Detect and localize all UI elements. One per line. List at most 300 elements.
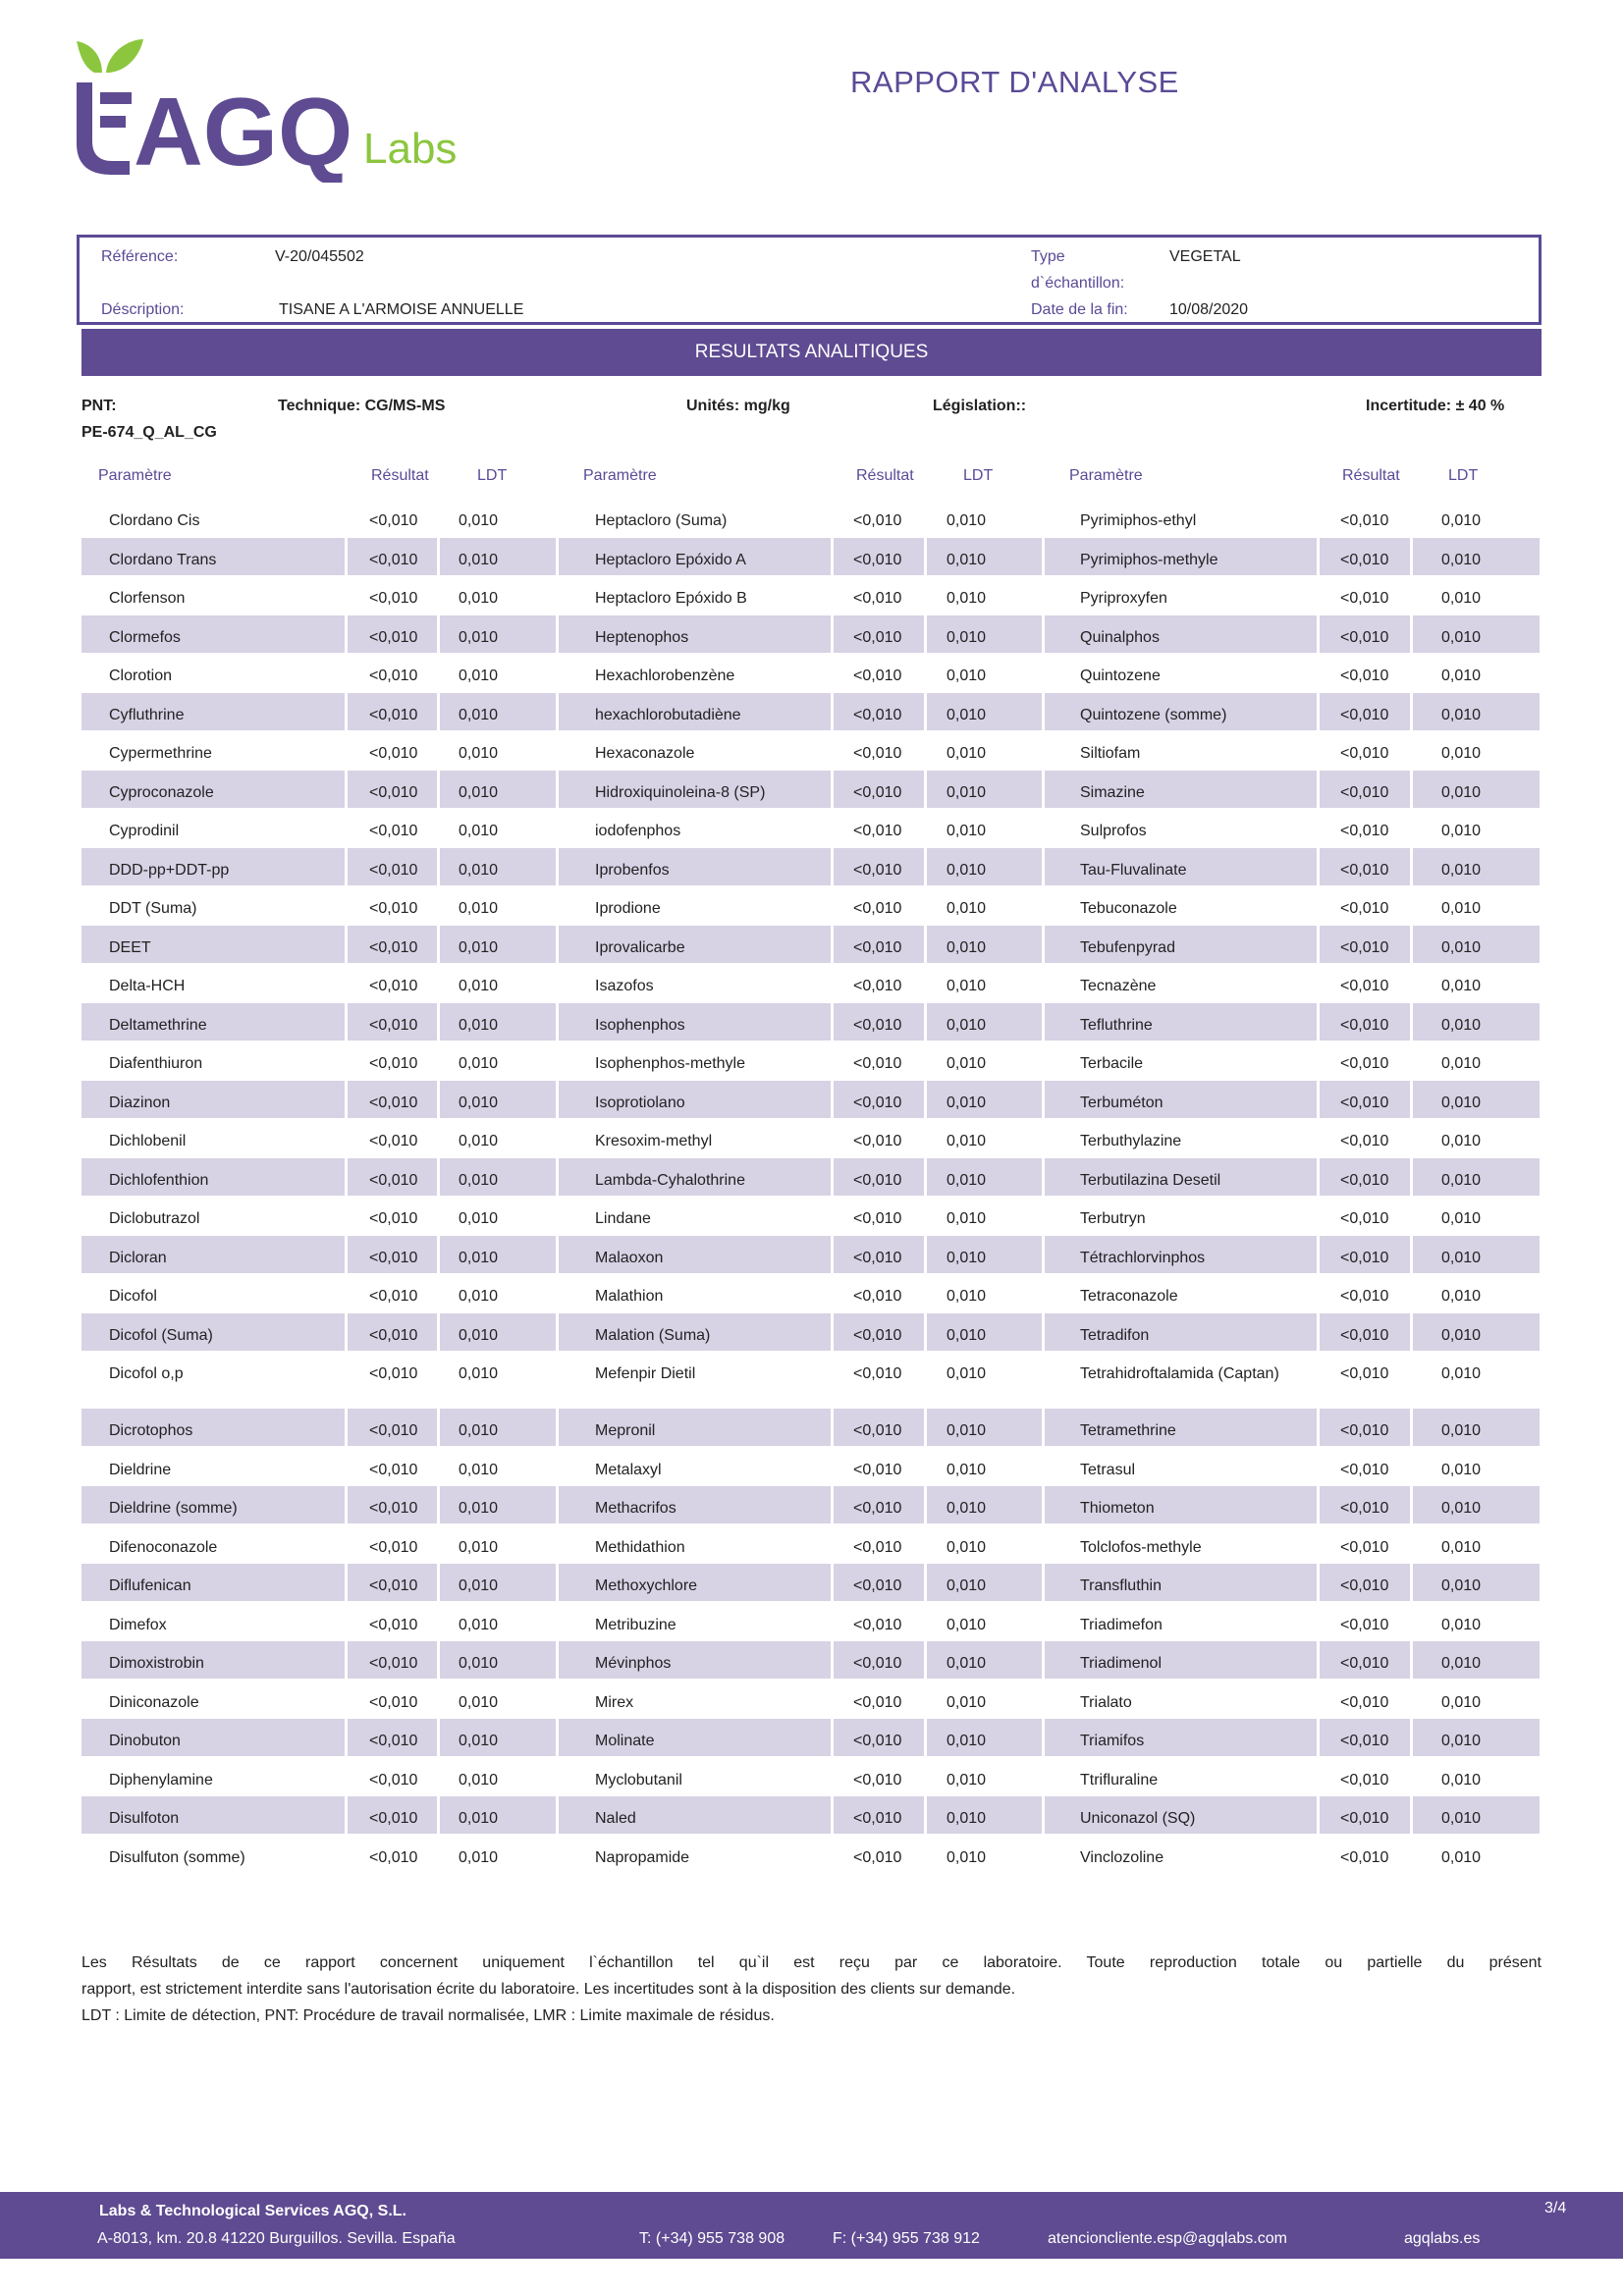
result-cell: <0,010: [369, 1616, 418, 1633]
ldt-cell: 0,010: [1441, 1693, 1482, 1711]
param-cell: Sulprofos: [1080, 823, 1147, 839]
param-cell: Cypermethrine: [109, 745, 212, 762]
ldt-cell: 0,010: [459, 512, 499, 529]
col-header-param-2: Paramètre: [583, 467, 657, 484]
param-cell: Cyprodinil: [109, 823, 180, 839]
ldt-cell: 0,010: [927, 771, 1042, 808]
ldt-cell: 0,010: [459, 1133, 499, 1149]
result-cell: <0,010: [1320, 848, 1410, 885]
result-cell: <0,010: [1340, 1365, 1389, 1382]
ldt-cell: 0,010: [459, 667, 499, 684]
param-cell: Tefluthrine: [1045, 1003, 1317, 1041]
param-cell: Napropamide: [595, 1848, 690, 1866]
result-cell: <0,010: [834, 1719, 924, 1756]
table-row: [81, 693, 1542, 730]
ldt-cell: 0,010: [1413, 1564, 1540, 1601]
ldt-cell: 0,010: [1441, 512, 1482, 529]
note-line-3: LDT : Limite de détection, PNT: Procédure de travail normalisée, LMR : Limite maximale de résidus.: [81, 2007, 775, 2024]
param-cell: Triamifos: [1045, 1719, 1317, 1756]
param-cell: Myclobutanil: [595, 1771, 682, 1789]
table-row: [81, 1236, 1542, 1273]
param-cell: Triadimenol: [1045, 1641, 1317, 1679]
ldt-cell: 0,010: [440, 848, 556, 885]
ldt-cell: 0,010: [927, 1564, 1042, 1601]
ldt-cell: 0,010: [1413, 1003, 1540, 1041]
ldt-cell: 0,010: [1441, 1210, 1482, 1227]
result-cell: <0,010: [1320, 1641, 1410, 1679]
param-cell: Cyproconazole: [81, 771, 345, 808]
result-cell: <0,010: [853, 900, 902, 917]
ldt-cell: 0,010: [927, 615, 1042, 653]
pnt-value: PE-674_Q_AL_CG: [81, 424, 217, 441]
ldt-cell: 0,010: [459, 1771, 499, 1789]
ldt-cell: 0,010: [440, 1003, 556, 1041]
ldt-cell: 0,010: [947, 1055, 987, 1072]
result-cell: <0,010: [1340, 1461, 1389, 1478]
param-cell: Terbacile: [1080, 1055, 1144, 1072]
ldt-cell: 0,010: [440, 1081, 556, 1118]
param-cell: Clorotion: [109, 667, 173, 684]
param-cell: Disulfoton: [81, 1796, 345, 1834]
table-row: [81, 615, 1542, 653]
result-cell: <0,010: [853, 667, 902, 684]
result-cell: <0,010: [853, 1133, 902, 1149]
result-cell: <0,010: [348, 1081, 437, 1118]
param-cell: Dicofol (Suma): [81, 1313, 345, 1351]
ldt-cell: 0,010: [927, 1313, 1042, 1351]
result-cell: <0,010: [1320, 1081, 1410, 1118]
param-cell: Mévinphos: [559, 1641, 831, 1679]
result-cell: <0,010: [1340, 1693, 1389, 1711]
logo-text: AGQ: [134, 78, 353, 183]
ldt-cell: 0,010: [459, 900, 499, 917]
ldt-cell: 0,010: [440, 1486, 556, 1523]
note-line-2: rapport, est strictement interdite sans l'autorisation écrite du laboratoire. Les incertitudes sont à la disposition des clients sur demande.: [81, 1981, 1016, 1998]
ldt-cell: 0,010: [947, 1461, 987, 1478]
ldt-cell: 0,010: [1413, 771, 1540, 808]
col-header-result-2: Résultat: [856, 467, 914, 484]
param-cell: Malation (Suma): [559, 1313, 831, 1351]
result-cell: <0,010: [348, 1796, 437, 1834]
ldt-cell: 0,010: [1441, 1771, 1482, 1789]
ldt-cell: 0,010: [459, 1055, 499, 1072]
ldt-cell: 0,010: [459, 1461, 499, 1478]
ldt-cell: 0,010: [1441, 590, 1482, 607]
result-cell: <0,010: [1320, 538, 1410, 575]
ldt-cell: 0,010: [927, 926, 1042, 963]
param-cell: Triadimefon: [1080, 1616, 1163, 1633]
param-cell: Lindane: [595, 1210, 651, 1227]
result-cell: <0,010: [1320, 693, 1410, 730]
param-cell: Tecnazène: [1080, 978, 1157, 994]
table-row: [81, 576, 1542, 614]
ldt-cell: 0,010: [947, 900, 987, 917]
param-cell: Iprovalicarbe: [559, 926, 831, 963]
param-cell: Heptacloro Epóxido B: [595, 590, 747, 607]
ldt-cell: 0,010: [440, 538, 556, 575]
ldt-cell: 0,010: [927, 1796, 1042, 1834]
ldt-cell: 0,010: [1441, 1133, 1482, 1149]
table-row: [81, 1603, 1542, 1640]
col-header-param-1: Paramètre: [98, 467, 172, 484]
result-cell: <0,010: [1320, 1564, 1410, 1601]
result-cell: <0,010: [348, 1409, 437, 1446]
ldt-cell: 0,010: [459, 1848, 499, 1866]
param-cell: Tetraconazole: [1080, 1288, 1178, 1305]
table-row: [81, 1564, 1542, 1601]
result-cell: <0,010: [1340, 1288, 1389, 1305]
result-cell: <0,010: [1340, 512, 1389, 529]
param-cell: Dieldrine: [109, 1461, 172, 1478]
table-row: [81, 1352, 1542, 1408]
ldt-cell: 0,010: [947, 1288, 987, 1305]
result-cell: <0,010: [853, 1616, 902, 1633]
param-cell: Isophenphos: [559, 1003, 831, 1041]
result-cell: <0,010: [1320, 1236, 1410, 1273]
ldt-cell: 0,010: [459, 1693, 499, 1711]
param-cell: Trialato: [1080, 1693, 1132, 1711]
param-cell: Diazinon: [81, 1081, 345, 1118]
result-cell: <0,010: [369, 978, 418, 994]
param-cell: Methacrifos: [559, 1486, 831, 1523]
result-cell: <0,010: [1340, 900, 1389, 917]
result-cell: <0,010: [834, 538, 924, 575]
table-row: [81, 731, 1542, 769]
result-cell: <0,010: [1340, 1133, 1389, 1149]
ldt-cell: 0,010: [927, 1003, 1042, 1041]
result-cell: <0,010: [369, 1133, 418, 1149]
result-cell: <0,010: [348, 1641, 437, 1679]
ldt-cell: 0,010: [1441, 1616, 1482, 1633]
param-cell: Hidroxiquinoleina-8 (SP): [559, 771, 831, 808]
table-row: [81, 926, 1542, 963]
reference-value: V-20/045502: [275, 248, 364, 265]
param-cell: Heptacloro (Suma): [595, 512, 728, 529]
result-cell: <0,010: [1340, 590, 1389, 607]
ldt-cell: 0,010: [1413, 1158, 1540, 1196]
param-cell: Terbutryn: [1080, 1210, 1146, 1227]
param-cell: Mefenpir Dietil: [595, 1365, 696, 1382]
param-cell: Tetrasul: [1080, 1461, 1136, 1478]
ldt-cell: 0,010: [1413, 1719, 1540, 1756]
technique-label: Technique: CG/MS-MS: [278, 398, 446, 414]
ldt-cell: 0,010: [1413, 848, 1540, 885]
ldt-cell: 0,010: [927, 1719, 1042, 1756]
param-cell: Metribuzine: [595, 1616, 676, 1633]
ldt-cell: 0,010: [440, 693, 556, 730]
ldt-cell: 0,010: [1413, 1796, 1540, 1834]
param-cell: Terbuméton: [1045, 1081, 1317, 1118]
param-cell: Diphenylamine: [109, 1771, 213, 1789]
result-cell: <0,010: [834, 1564, 924, 1601]
ldt-cell: 0,010: [440, 615, 556, 653]
param-cell: Transfluthin: [1045, 1564, 1317, 1601]
result-cell: <0,010: [369, 512, 418, 529]
ldt-cell: 0,010: [1441, 1055, 1482, 1072]
table-row: [81, 848, 1542, 885]
param-cell: Metalaxyl: [595, 1461, 662, 1478]
param-cell: Kresoxim-methyl: [595, 1133, 713, 1149]
table-row: [81, 1274, 1542, 1311]
table-row: [81, 1641, 1542, 1679]
result-cell: <0,010: [853, 1693, 902, 1711]
table-row: [81, 1719, 1542, 1756]
ldt-cell: 0,010: [947, 1210, 987, 1227]
table-row: [81, 1525, 1542, 1563]
col-header-param-3: Paramètre: [1069, 467, 1143, 484]
ldt-cell: 0,010: [440, 1796, 556, 1834]
ldt-cell: 0,010: [459, 823, 499, 839]
table-row: [81, 1758, 1542, 1795]
ldt-cell: 0,010: [1413, 926, 1540, 963]
table-row: [81, 1409, 1542, 1446]
param-cell: Deltamethrine: [81, 1003, 345, 1041]
result-cell: <0,010: [369, 1461, 418, 1478]
result-cell: <0,010: [834, 1003, 924, 1041]
result-cell: <0,010: [853, 1055, 902, 1072]
table-row: [81, 1836, 1542, 1873]
param-cell: Molinate: [559, 1719, 831, 1756]
table-row: [81, 1041, 1542, 1079]
param-cell: Isazofos: [595, 978, 654, 994]
result-cell: <0,010: [348, 1719, 437, 1756]
footer-address: A-8013, km. 20.8 41220 Burguillos. Sevilla. España: [97, 2230, 456, 2247]
table-row: [81, 1681, 1542, 1718]
param-cell: Clordano Trans: [81, 538, 345, 575]
ldt-cell: 0,010: [1441, 1461, 1482, 1478]
ldt-cell: 0,010: [947, 1771, 987, 1789]
result-cell: <0,010: [348, 538, 437, 575]
param-cell: Iprobenfos: [559, 848, 831, 885]
ldt-cell: 0,010: [440, 1236, 556, 1273]
result-cell: <0,010: [853, 590, 902, 607]
agq-labs-logo: [73, 35, 485, 183]
col-header-result-1: Résultat: [371, 467, 429, 484]
result-cell: <0,010: [348, 1158, 437, 1196]
footer-phone: T: (+34) 955 738 908: [639, 2230, 785, 2247]
param-cell: Dicrotophos: [81, 1409, 345, 1446]
param-cell: Siltiofam: [1080, 745, 1141, 762]
ldt-cell: 0,010: [947, 590, 987, 607]
result-cell: <0,010: [1320, 1313, 1410, 1351]
footer-website: agqlabs.es: [1404, 2230, 1481, 2247]
param-cell: Naled: [559, 1796, 831, 1834]
param-cell: Tétrachlorvinphos: [1045, 1236, 1317, 1273]
reference-label: Référence:: [101, 248, 179, 265]
param-cell: Vinclozoline: [1080, 1848, 1164, 1866]
param-cell: Dimefox: [109, 1616, 167, 1633]
result-cell: <0,010: [1320, 1486, 1410, 1523]
param-cell: Malathion: [595, 1288, 664, 1305]
result-cell: <0,010: [369, 667, 418, 684]
result-cell: <0,010: [1320, 926, 1410, 963]
result-cell: <0,010: [369, 590, 418, 607]
result-cell: <0,010: [369, 823, 418, 839]
ldt-cell: 0,010: [927, 1081, 1042, 1118]
ldt-cell: 0,010: [947, 1693, 987, 1711]
result-cell: <0,010: [348, 1313, 437, 1351]
ldt-cell: 0,010: [459, 745, 499, 762]
param-cell: Pyriproxyfen: [1080, 590, 1167, 607]
ldt-cell: 0,010: [1441, 823, 1482, 839]
ldt-cell: 0,010: [1441, 1288, 1482, 1305]
sample-info-box: [77, 235, 1542, 325]
result-cell: <0,010: [834, 1486, 924, 1523]
result-cell: <0,010: [348, 771, 437, 808]
table-row: [81, 1197, 1542, 1234]
table-row: [81, 771, 1542, 808]
page-number: 3/4: [1544, 2200, 1567, 2216]
ldt-cell: 0,010: [927, 538, 1042, 575]
param-cell: Clorfenson: [109, 590, 186, 607]
result-cell: <0,010: [853, 1461, 902, 1478]
ldt-cell: 0,010: [440, 1719, 556, 1756]
result-cell: <0,010: [1340, 1848, 1389, 1866]
ldt-cell: 0,010: [947, 1133, 987, 1149]
ldt-cell: 0,010: [947, 745, 987, 762]
ldt-cell: 0,010: [1413, 1409, 1540, 1446]
result-cell: <0,010: [853, 745, 902, 762]
ldt-cell: 0,010: [459, 1210, 499, 1227]
ldt-cell: 0,010: [440, 1158, 556, 1196]
param-cell: Heptacloro Epóxido A: [559, 538, 831, 575]
footer-email: atencioncliente.esp@agqlabs.com: [1048, 2230, 1287, 2247]
ldt-cell: 0,010: [440, 1564, 556, 1601]
table-row: [81, 964, 1542, 1001]
description-label: Déscription:: [101, 301, 185, 318]
result-cell: <0,010: [834, 1313, 924, 1351]
footer-company: Labs & Technological Services AGQ, S.L.: [99, 2203, 406, 2219]
result-cell: <0,010: [1320, 1719, 1410, 1756]
result-cell: <0,010: [1340, 978, 1389, 994]
result-cell: <0,010: [834, 1236, 924, 1273]
param-cell: Diniconazole: [109, 1693, 199, 1711]
table-row: [81, 1003, 1542, 1041]
param-cell: Dieldrine (somme): [81, 1486, 345, 1523]
param-cell: Ttrifluraline: [1080, 1771, 1159, 1789]
result-cell: <0,010: [853, 978, 902, 994]
result-cell: <0,010: [348, 848, 437, 885]
result-cell: <0,010: [1340, 1210, 1389, 1227]
table-row: [81, 1081, 1542, 1118]
table-row: [81, 1119, 1542, 1156]
ldt-cell: 0,010: [440, 1313, 556, 1351]
result-cell: <0,010: [1320, 615, 1410, 653]
ldt-cell: 0,010: [459, 1365, 499, 1382]
param-cell: Methoxychlore: [559, 1564, 831, 1601]
result-cell: <0,010: [1320, 771, 1410, 808]
units-label: Unités: mg/kg: [686, 398, 790, 414]
ldt-cell: 0,010: [1413, 615, 1540, 653]
param-cell: Dicloran: [81, 1236, 345, 1273]
result-cell: <0,010: [853, 1771, 902, 1789]
ldt-cell: 0,010: [1441, 1848, 1482, 1866]
param-cell: Tebuconazole: [1080, 900, 1177, 917]
date-value: 10/08/2020: [1169, 301, 1249, 318]
table-row: [81, 654, 1542, 691]
ldt-cell: 0,010: [1441, 978, 1482, 994]
page-footer: [0, 2192, 1623, 2259]
result-cell: <0,010: [853, 823, 902, 839]
ldt-cell: 0,010: [1441, 900, 1482, 917]
result-cell: <0,010: [1340, 745, 1389, 762]
col-header-result-3: Résultat: [1342, 467, 1400, 484]
note-line-1: Les Résultats de ce rapport concernent uniquement l`échantillon tel qu`il est reçu par ce laboratoire. Toute reproduction totale ou partielle du présent: [81, 1954, 1542, 1971]
type-value: VEGETAL: [1169, 248, 1241, 265]
result-cell: <0,010: [853, 1538, 902, 1556]
param-cell: Quintozene (somme): [1045, 693, 1317, 730]
ldt-cell: 0,010: [1441, 1538, 1482, 1556]
result-cell: <0,010: [834, 1081, 924, 1118]
param-cell: Tetrahidroftalamida (Captan): [1080, 1365, 1279, 1382]
ldt-cell: 0,010: [1413, 1313, 1540, 1351]
param-cell: Diafenthiuron: [109, 1055, 203, 1072]
result-cell: <0,010: [834, 615, 924, 653]
table-row: [81, 499, 1542, 536]
param-cell: Clordano Cis: [109, 512, 200, 529]
result-cell: <0,010: [348, 1236, 437, 1273]
result-cell: <0,010: [369, 745, 418, 762]
param-cell: Isophenphos-methyle: [595, 1055, 745, 1072]
ldt-cell: 0,010: [947, 1848, 987, 1866]
param-cell: DEET: [81, 926, 345, 963]
result-cell: <0,010: [1320, 1796, 1410, 1834]
param-cell: Diclobutrazol: [109, 1210, 200, 1227]
col-header-ldt-3: LDT: [1448, 467, 1479, 484]
ldt-cell: 0,010: [927, 1641, 1042, 1679]
ldt-cell: 0,010: [459, 1538, 499, 1556]
param-cell: Terbuthylazine: [1080, 1133, 1182, 1149]
param-cell: iodofenphos: [595, 823, 681, 839]
ldt-cell: 0,010: [1441, 667, 1482, 684]
result-cell: <0,010: [1340, 1538, 1389, 1556]
result-cell: <0,010: [348, 1486, 437, 1523]
result-cell: <0,010: [853, 1848, 902, 1866]
ldt-cell: 0,010: [947, 512, 987, 529]
logo-sub-text: Labs: [363, 125, 458, 173]
param-cell: Difenoconazole: [109, 1538, 218, 1556]
param-cell: Dicofol: [109, 1288, 157, 1305]
result-cell: <0,010: [1320, 1158, 1410, 1196]
result-cell: <0,010: [834, 1158, 924, 1196]
result-cell: <0,010: [369, 1365, 418, 1382]
ldt-cell: 0,010: [440, 1641, 556, 1679]
ldt-cell: 0,010: [459, 978, 499, 994]
ldt-cell: 0,010: [1441, 745, 1482, 762]
ldt-cell: 0,010: [927, 693, 1042, 730]
result-cell: <0,010: [369, 1210, 418, 1227]
param-cell: Iprodione: [595, 900, 661, 917]
report-title: RAPPORT D'ANALYSE: [850, 65, 1179, 99]
ldt-cell: 0,010: [927, 1236, 1042, 1273]
param-cell: DDD-pp+DDT-pp: [81, 848, 345, 885]
ldt-cell: 0,010: [1413, 693, 1540, 730]
param-cell: Quintozene: [1080, 667, 1161, 684]
param-cell: Dichlobenil: [109, 1133, 187, 1149]
result-cell: <0,010: [1340, 1055, 1389, 1072]
param-cell: Tau-Fluvalinate: [1045, 848, 1317, 885]
table-row: [81, 1158, 1542, 1196]
param-cell: Tolclofos-methyle: [1080, 1538, 1202, 1556]
ldt-cell: 0,010: [440, 1409, 556, 1446]
param-cell: Tetramethrine: [1045, 1409, 1317, 1446]
ldt-cell: 0,010: [459, 1616, 499, 1633]
leaf-right-icon: [106, 39, 143, 73]
ldt-cell: 0,010: [440, 771, 556, 808]
result-cell: <0,010: [348, 926, 437, 963]
result-cell: <0,010: [348, 1003, 437, 1041]
result-cell: <0,010: [1340, 823, 1389, 839]
